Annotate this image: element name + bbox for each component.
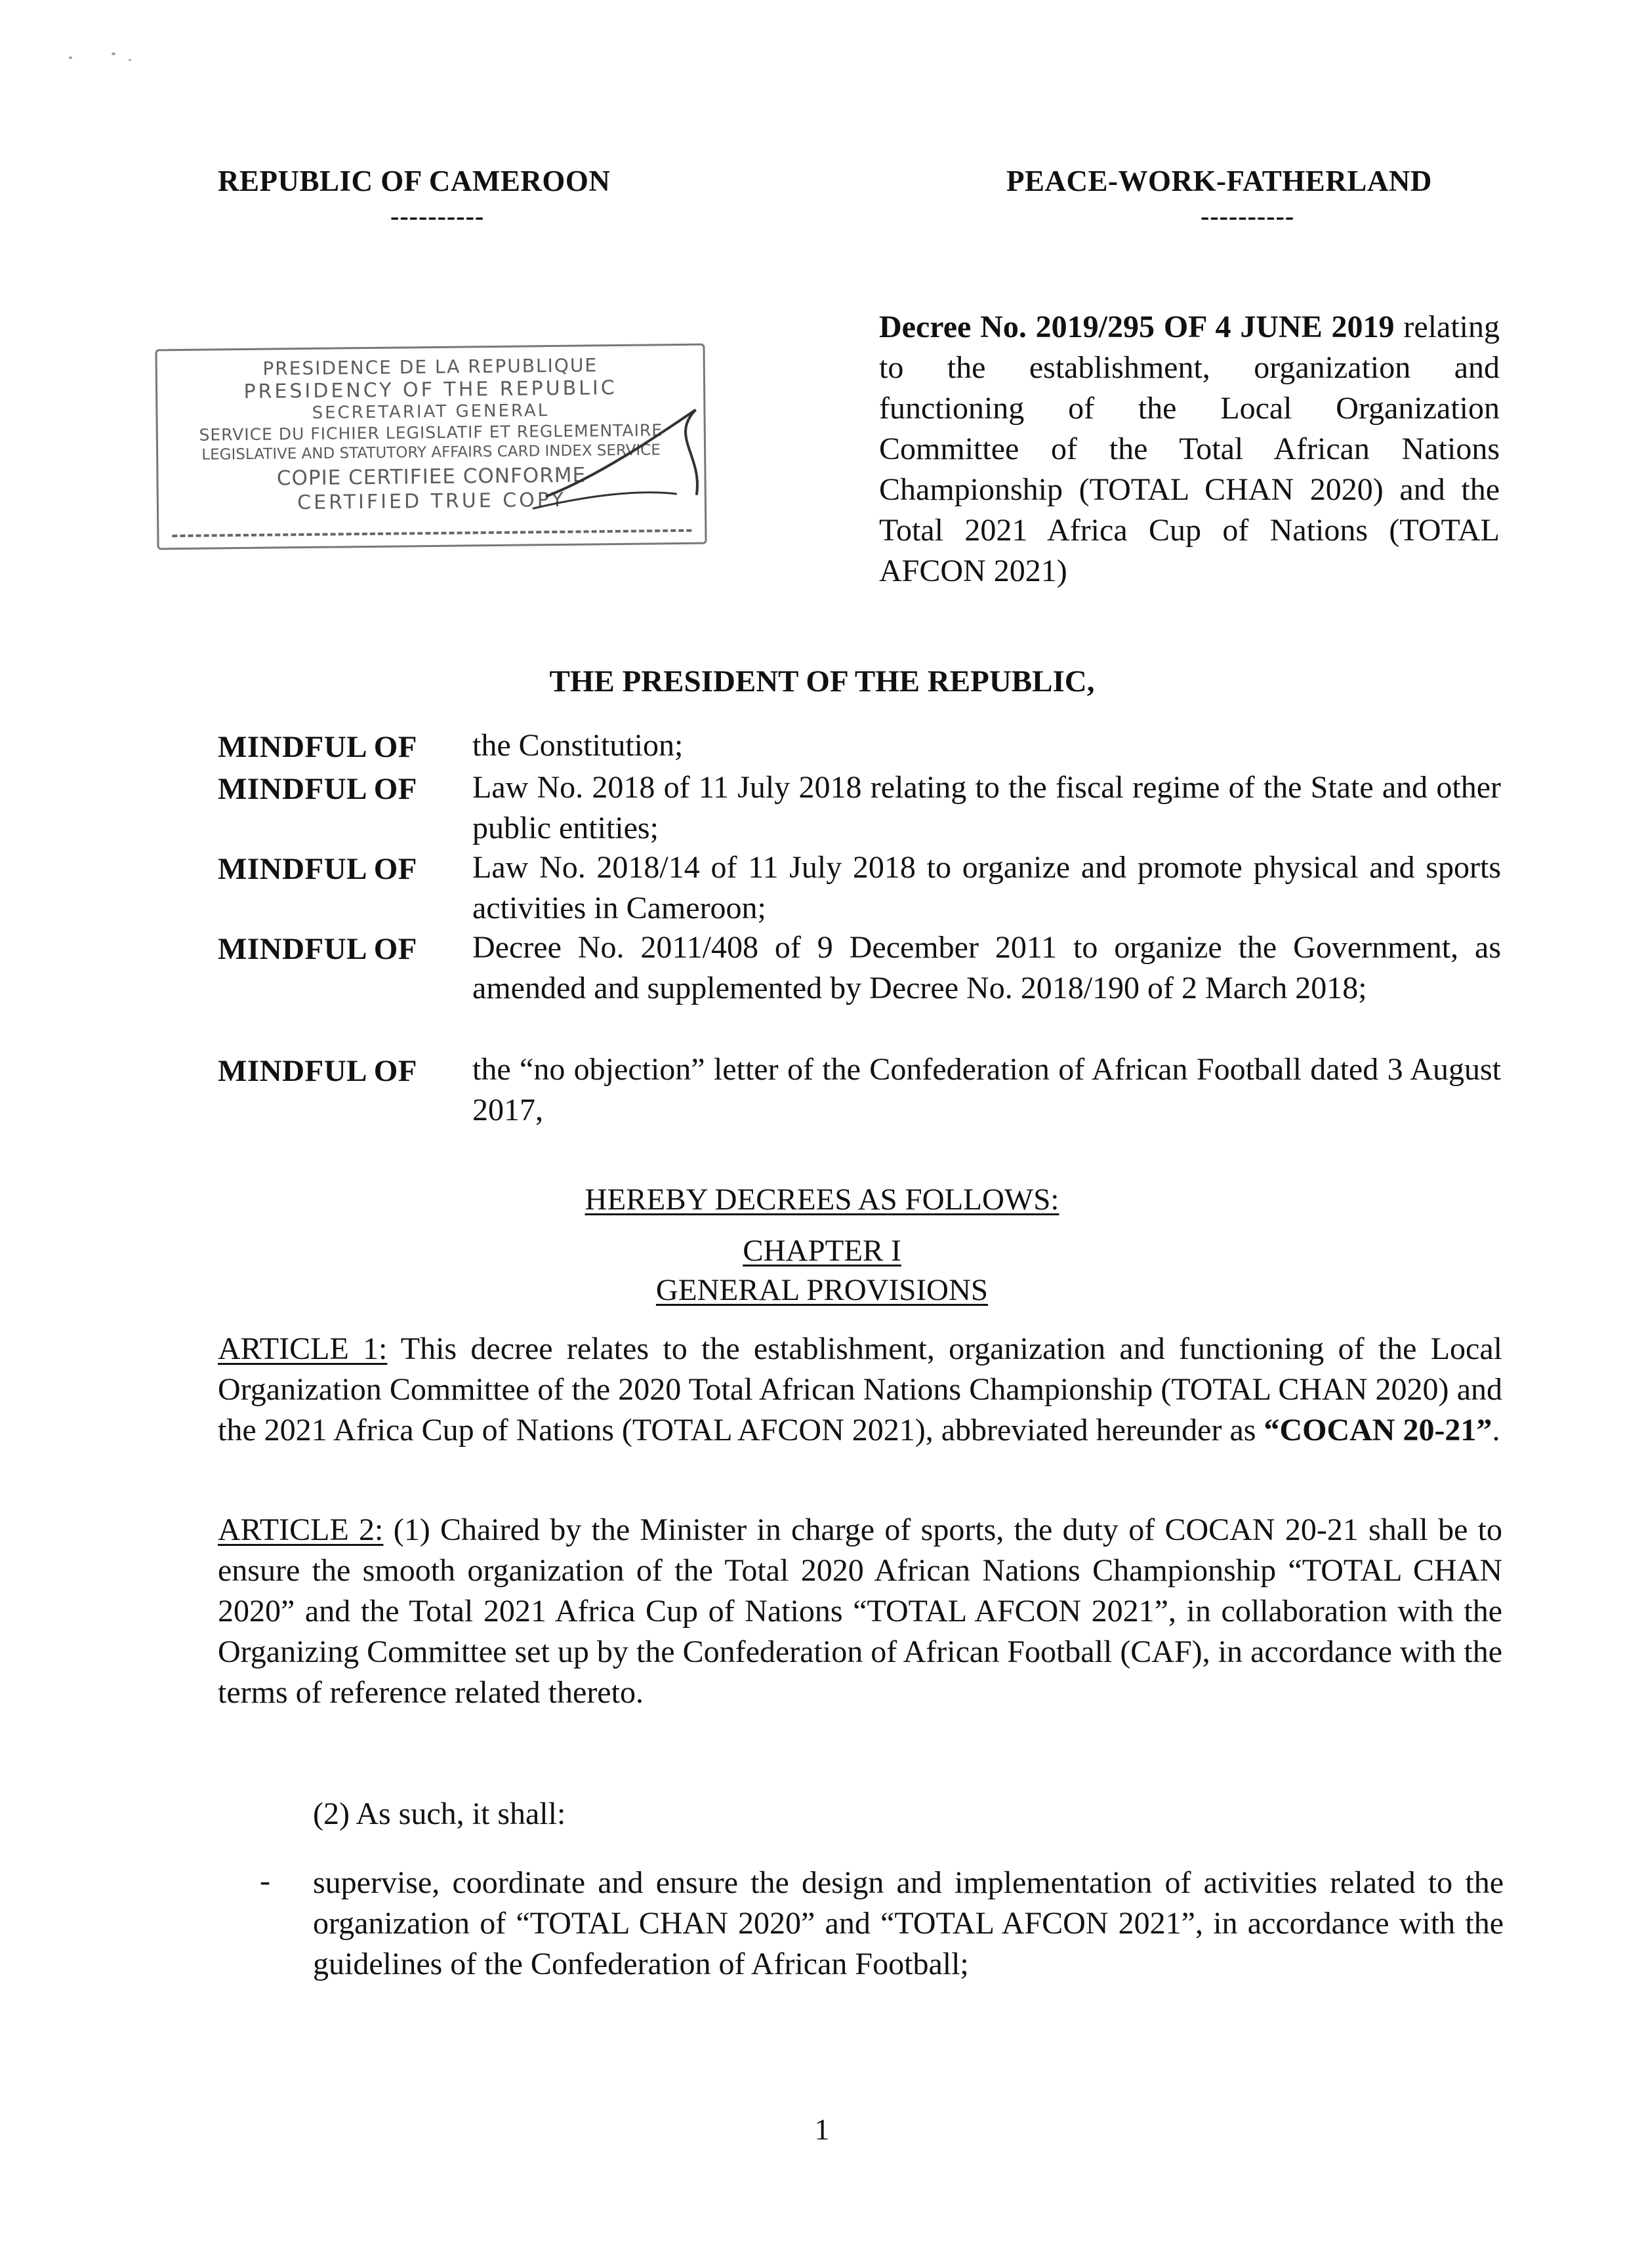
header-right: PEACE-WORK-FATHERLAND xyxy=(1006,165,1432,197)
decree-number: Decree No. 2019/295 OF 4 JUNE 2019 xyxy=(879,310,1395,344)
scan-speck xyxy=(112,52,115,55)
mindful-item: Law No. 2018 of 11 July 2018 relating to the fiscal regime of the State and other public entities; xyxy=(472,770,1501,845)
article-1-abbrev: “COCAN 20-21” xyxy=(1264,1413,1492,1448)
certification-stamp xyxy=(155,344,707,550)
mindful-item: the Constitution; xyxy=(472,728,684,763)
header-left: REPUBLIC OF CAMEROON xyxy=(218,165,611,197)
article-1-text: This decree relates to the establishment, organization and functioning of the Local Organization Committee of the 2020 Total African Nations Championship (TOTAL CHAN 2020) and the 2021 Africa Cup of Nations (TOTAL AFCON 2021), abbreviated hereunder as xyxy=(218,1331,1503,1448)
mindful-label: MINDFUL OF xyxy=(218,852,417,886)
mindful-item: Decree No. 2011/408 of 9 December 2011 to organize the Government, as amended and supplemented by Decree No. 2018/190 of 2 March 2018; xyxy=(472,930,1501,1005)
mindful-label: MINDFUL OF xyxy=(218,1054,417,1088)
stamp-line: CERTIFIED TRUE COPY xyxy=(297,488,566,515)
mindful-item: Law No. 2018/14 of 11 July 2018 to organize and promote physical and sports activities in Cameroon; xyxy=(472,850,1501,925)
decrees-heading: HEREBY DECREES AS FOLLOWS: xyxy=(585,1183,1059,1217)
mindful-label: MINDFUL OF xyxy=(218,730,417,764)
scan-speck xyxy=(69,56,72,59)
article-2-sub: (2) As such, it shall: xyxy=(313,1796,566,1831)
article-2 xyxy=(218,1510,1502,1713)
stamp-line: COPIE CERTIFIEE CONFORME xyxy=(276,463,586,491)
decree-title: relating to the establishment, organization and functioning of the Local Organization Committee of the Total African Nations Championship (TOTAL CHAN 2020) and the Total 2021 Africa Cup of Nations (TOTAL AFCON 2021) xyxy=(879,310,1500,588)
page-number: 1 xyxy=(814,2113,830,2146)
mindful-item: the “no objection” letter of the Confederation of African Football dated 3 August 2017, xyxy=(472,1052,1501,1127)
stamp-line: PRESIDENCE DE LA REPUBLIQUE xyxy=(262,354,598,380)
article-1 xyxy=(218,1329,1502,1451)
stamp-line: PRESIDENCY OF THE REPUBLIC xyxy=(243,376,617,403)
chapter-title: GENERAL PROVISIONS xyxy=(655,1273,989,1307)
article-2-bullet: supervise, coordinate and ensure the design and implementation of activities related to the organization of “TOTAL CHAN 2020” and “TOTAL AFCON 2021”, in accordance with the guidelines of the Confederation of African Football; xyxy=(313,1865,1504,1981)
article-2-text: (1) Chaired by the Minister in charge of sports, the duty of COCAN 20-21 shall be to ensure the smooth organization of the Total 2020 African Nations Championship “TOTAL CHAN 2020” and the Total 2021 Africa Cup of Nations “TOTAL AFCON 2021”, in collaboration with the Organizing Committee set up by the Confederation of African Football (CAF), in accordance with the terms of reference related thereto. xyxy=(218,1512,1503,1710)
stamp-line: SECRETARIAT GENERAL xyxy=(312,401,550,423)
scan-speck xyxy=(129,59,131,61)
article-2-label: ARTICLE 2: xyxy=(218,1512,384,1547)
header-right-rule: ---------- xyxy=(1201,201,1295,231)
bullet-mark: - xyxy=(260,1863,270,1898)
mindful-label: MINDFUL OF xyxy=(218,772,417,806)
mindful-label: MINDFUL OF xyxy=(218,932,417,966)
president-heading: THE PRESIDENT OF THE REPUBLIC, xyxy=(549,664,1095,699)
header-left-rule: ---------- xyxy=(390,201,485,231)
stamp-line: SERVICE DU FICHIER LEGISLATIF ET REGLEMENTAIRE xyxy=(199,420,663,445)
decree-title-block xyxy=(879,307,1500,592)
article-1-label: ARTICLE 1: xyxy=(218,1331,388,1366)
article-1-end: . xyxy=(1492,1413,1500,1448)
signature-icon xyxy=(505,395,874,530)
stamp-dashes xyxy=(172,529,691,537)
stamp-line: LEGISLATIVE AND STATUTORY AFFAIRS CARD INDEX SERVICE xyxy=(201,441,661,464)
chapter-number: CHAPTER I xyxy=(743,1234,901,1268)
